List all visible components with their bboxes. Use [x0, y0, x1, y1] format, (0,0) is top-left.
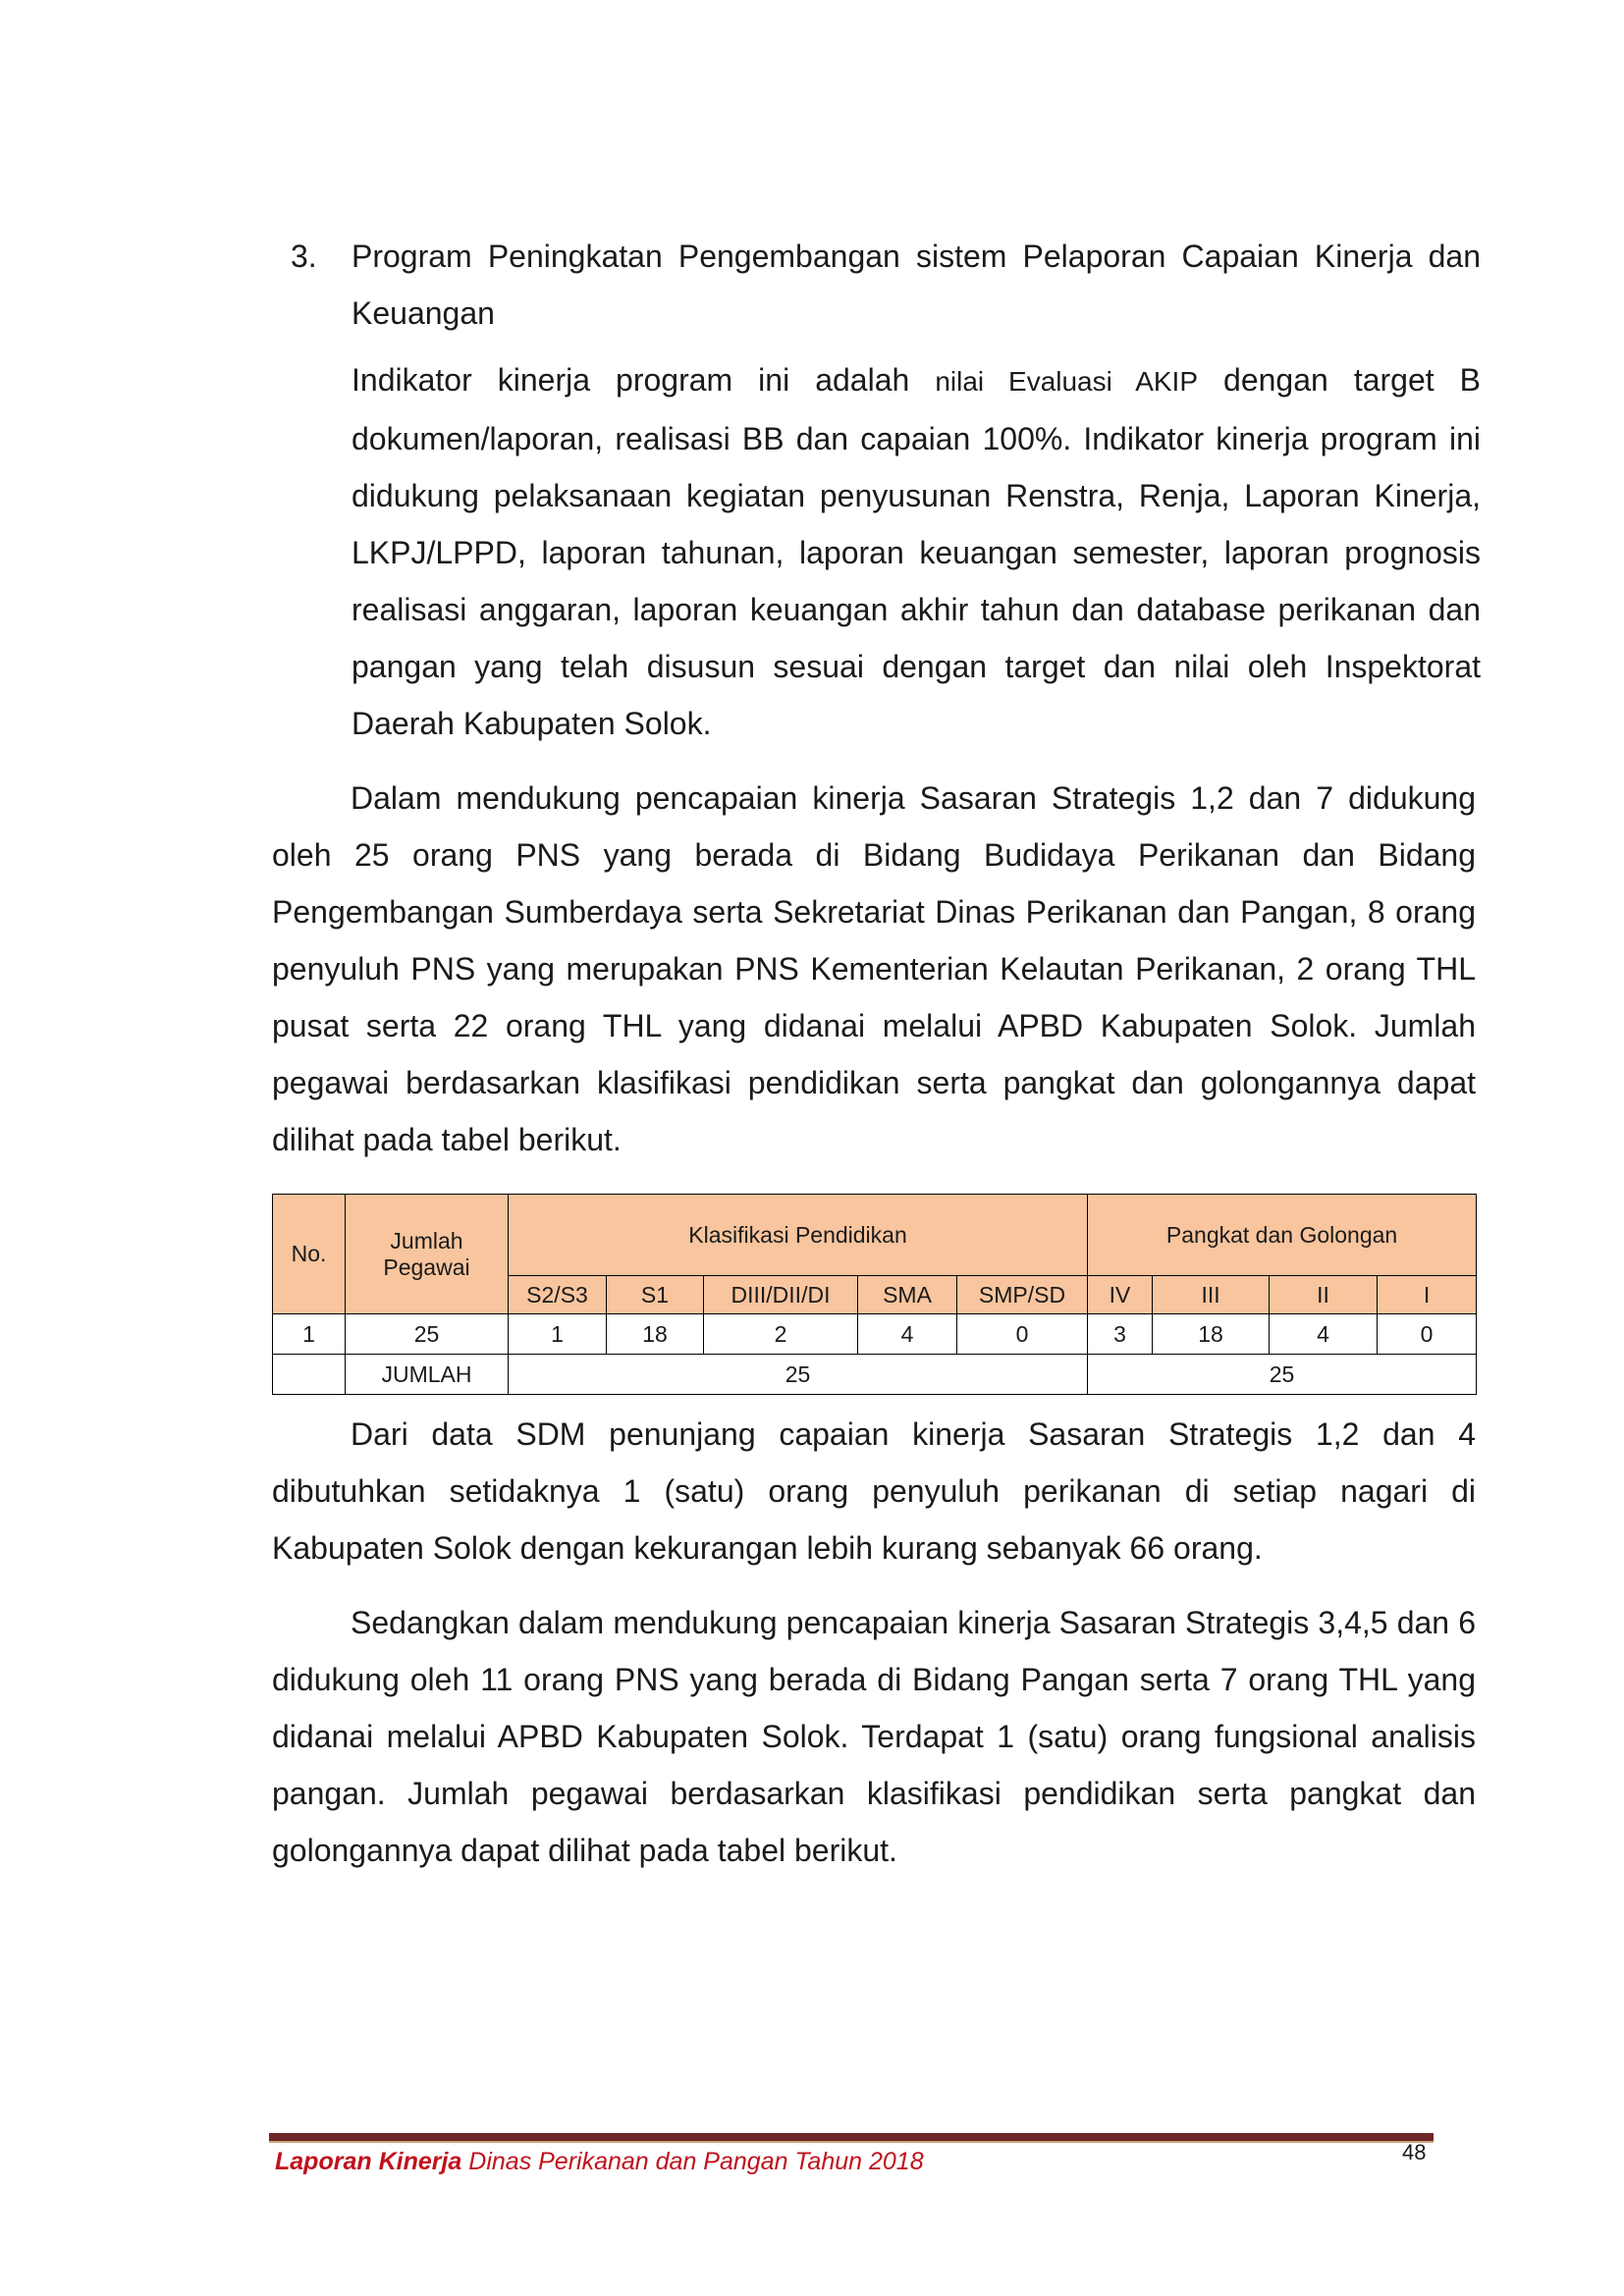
page-number: 48 — [1402, 2140, 1427, 2164]
section-paragraph — [352, 351, 1481, 752]
subheader-cell: I — [1378, 1276, 1477, 1314]
staff-table — [272, 1194, 1477, 1395]
paragraph-sdm-3: Sedangkan dalam mendukung pencapaian kinerja Sasaran Strategis 3,4,5 dan 6 didukung oleh 11 orang PNS yang berada di Bidang Pangan serta 7 orang THL yang didanai melalui APBD Kabupaten Solok. Terdapat 1 (satu) orang fungsional analisis pangan. Jumlah pegawai berdasarkan klasifikasi pendidikan serta pangkat dan golongannya dapat dilihat pada tabel berikut. — [272, 1605, 1476, 1868]
section-title: Program Peningkatan Pengembangan sistem Pelaporan Capaian Kinerja dan Keuangan — [352, 239, 1481, 331]
total-pendidikan: 25 — [509, 1355, 1088, 1395]
table-cell: 25 — [346, 1314, 509, 1355]
table-cell: 0 — [1378, 1314, 1477, 1355]
table-row — [273, 1314, 1477, 1355]
section-paragraph-small: nilai Evaluasi AKIP — [935, 366, 1199, 397]
subheader-cell: S2/S3 — [509, 1276, 607, 1314]
header-jumlah-pegawai: Jumlah Pegawai — [346, 1195, 509, 1314]
paragraph-sdm-1: Dalam mendukung pencapaian kinerja Sasaran Strategis 1,2 dan 7 didukung oleh 25 orang PNS yang berada di Bidang Budidaya Perikanan dan Bidang Pengembangan Sumberdaya serta Sekretariat Dinas Perikanan dan Pangan, 8 orang penyuluh PNS yang merupakan PNS Kementerian Kelautan Perikanan, 2 orang THL pusat serta 22 orang THL yang didanai melalui APBD Kabupaten Solok. Jumlah pegawai berdasarkan klasifikasi pendidikan serta pangkat dan golongannya dapat dilihat pada tabel berikut. — [272, 780, 1476, 1157]
table-cell-empty — [273, 1355, 346, 1395]
table-cell: 2 — [704, 1314, 858, 1355]
footer-title — [275, 2148, 924, 2176]
subheader-cell: SMA — [858, 1276, 957, 1314]
header-pangkat-golongan: Pangkat dan Golongan — [1088, 1195, 1477, 1276]
table-cell: 18 — [1153, 1314, 1270, 1355]
table-cell: 1 — [273, 1314, 346, 1355]
table-cell: 18 — [607, 1314, 704, 1355]
total-pangkat: 25 — [1088, 1355, 1477, 1395]
section-number: 3. — [291, 239, 317, 274]
footer-title-bold: Laporan Kinerja — [275, 2148, 462, 2175]
footer-title-rest: Dinas Perikanan dan Pangan Tahun 2018 — [461, 2148, 924, 2175]
section-paragraph-part-b: dengan target B dokumen/laporan, realisasi BB dan capaian 100%. Indikator kinerja program ini didukung pelaksanaan kegiatan penyusunan Renstra, Renja, Laporan Kinerja, LKPJ/LPPD, laporan tahunan, laporan keuangan semester, laporan prognosis realisasi anggaran, laporan keuangan akhir tahun dan database perikanan dan pangan yang telah disusun sesuai dengan target dan nilai oleh Inspektorat Daerah Kabupaten Solok. — [352, 362, 1481, 741]
paragraph-sdm-2: Dari data SDM penunjang capaian kinerja Sasaran Strategis 1,2 dan 4 dibutuhkan setidaknya 1 (satu) orang penyuluh perikanan di setiap nagari di Kabupaten Solok dengan kekurangan lebih kurang sebanyak 66 orang. — [272, 1416, 1476, 1566]
footer-divider — [269, 2133, 1434, 2143]
table-cell: 3 — [1088, 1314, 1153, 1355]
subheader-cell: DIII/DII/DI — [704, 1276, 858, 1314]
subheader-cell: III — [1153, 1276, 1270, 1314]
subheader-cell: SMP/SD — [957, 1276, 1088, 1314]
table-total-row — [273, 1355, 1477, 1395]
header-no: No. — [273, 1195, 346, 1314]
total-label: JUMLAH — [346, 1355, 509, 1395]
table-cell: 4 — [1270, 1314, 1378, 1355]
table-cell: 1 — [509, 1314, 607, 1355]
table-cell: 4 — [858, 1314, 957, 1355]
header-klasifikasi-pendidikan: Klasifikasi Pendidikan — [509, 1195, 1088, 1276]
subheader-cell: II — [1270, 1276, 1378, 1314]
subheader-cell: IV — [1088, 1276, 1153, 1314]
table-cell: 0 — [957, 1314, 1088, 1355]
subheader-cell: S1 — [607, 1276, 704, 1314]
section-paragraph-part-a: Indikator kinerja program ini adalah — [352, 362, 936, 398]
